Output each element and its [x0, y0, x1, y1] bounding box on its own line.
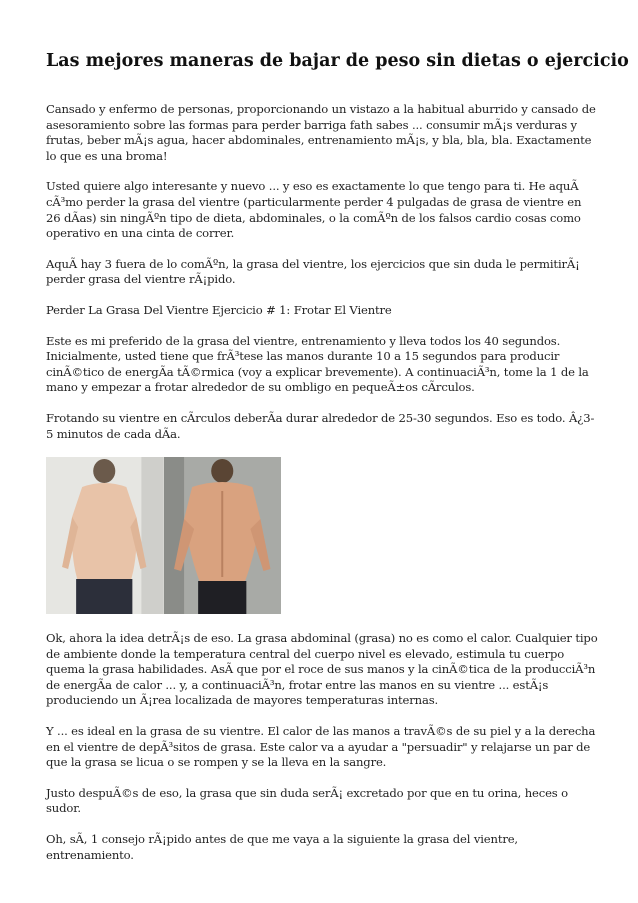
paragraph-rubbing-duration: Frotando su vientre en cÃrculos deberÃa durar alrededor de 25-30 segundos. Eso es todo. Â¿3-5 minutos de cada dÃa. — [46, 410, 595, 441]
before-photo — [46, 457, 164, 614]
before-after-photo — [46, 457, 281, 614]
paragraph-something-new: Usted quiere algo interesante y nuevo ... y eso es exactamente lo que tengo para ti. He aquÃ cÃ³mo perder la grasa del vientre (particularmente perder 4 pulgadas de grasa de vientre en 26 dÃas) sin ningÃºn tipo de dieta, abdominales, o la comÃºn de los falsos cardio cosas como operativo en una cinta de correr. — [46, 179, 582, 241]
document-page — [46, 46, 629, 863]
paragraph-quick-tip: Oh, sÃ, 1 consejo rÃ¡pido antes de que me vaya a la siguiente la grasa del vientre, entrenamiento. — [46, 832, 518, 862]
paragraph-intro: Cansado y enfermo de personas, proporcionando un vistazo a la habitual aburrido y cansado de asesoramiento sobre las formas para perder barriga fath sabes ... consumir mÃ¡s verduras y frutas, beber mÃ¡s agua, hacer abdominales, entrenamiento mÃ¡s, y bla, bla, bla. Exactamente lo que es una broma! — [46, 102, 596, 163]
document-title: Las mejores maneras de bajar de peso sin dietas o ejercicio — [46, 51, 629, 71]
paragraph-hands-heat: Y ... es ideal en la grasa de su vientre. El calor de las manos a travÃ©s de su piel y a la derecha en el vientre de depÃ³sitos de grasa. Este calor va a ayudar a "persuadir" y relajarse un par de que la grasa se licua o se rompen y se la lleva en la sangre. — [46, 724, 596, 770]
exercise-heading: Perder La Grasa Del Vientre Ejercicio # 1: Frotar El Vientre — [46, 302, 392, 317]
paragraph-exercise-description: Este es mi preferido de la grasa del vientre, entrenamiento y lleva todos los 40 segundos. Inicialmente, usted tiene que frÃ³tese las manos durante 10 a 15 segundos para producir cinÃ©tico de energÃa tÃ©rmica (voy a explicar brevemente). A continuaciÃ³n, tome la 1 de la mano y empezar a frotar alrededor de su ombligo en pequeÃ±os cÃrculos. — [46, 333, 589, 395]
paragraph-idea-behind: Ok, ahora la idea detrÃ¡s de eso. La grasa abdominal (grasa) no es como el calor. Cualquier tipo de ambiente donde la temperatura central del cuerpo nivel es elevado, estimula tu cuerpo quema la grasa habilidades. AsÃ que por el roce de sus manos y la cinÃ©tica de la producciÃ³n de energÃa de calor ... y, a continuaciÃ³n, frotar entre las manos en su vientre ... estÃ¡s produciendo un Ã¡rea localizada de mayores temperaturas internas. — [46, 631, 598, 708]
paragraph-excreted: Justo despuÃ©s de eso, la grasa que sin duda serÃ¡ excretado por que en tu orina, heces o sudor. — [46, 785, 568, 816]
paragraph-three-exercises: AquÃ hay 3 fuera de lo comÃºn, la grasa del vientre, los ejercicios que sin duda le permitirÃ¡ perder grasa del vientre rÃ¡pido. — [46, 256, 580, 287]
after-photo — [164, 457, 282, 614]
